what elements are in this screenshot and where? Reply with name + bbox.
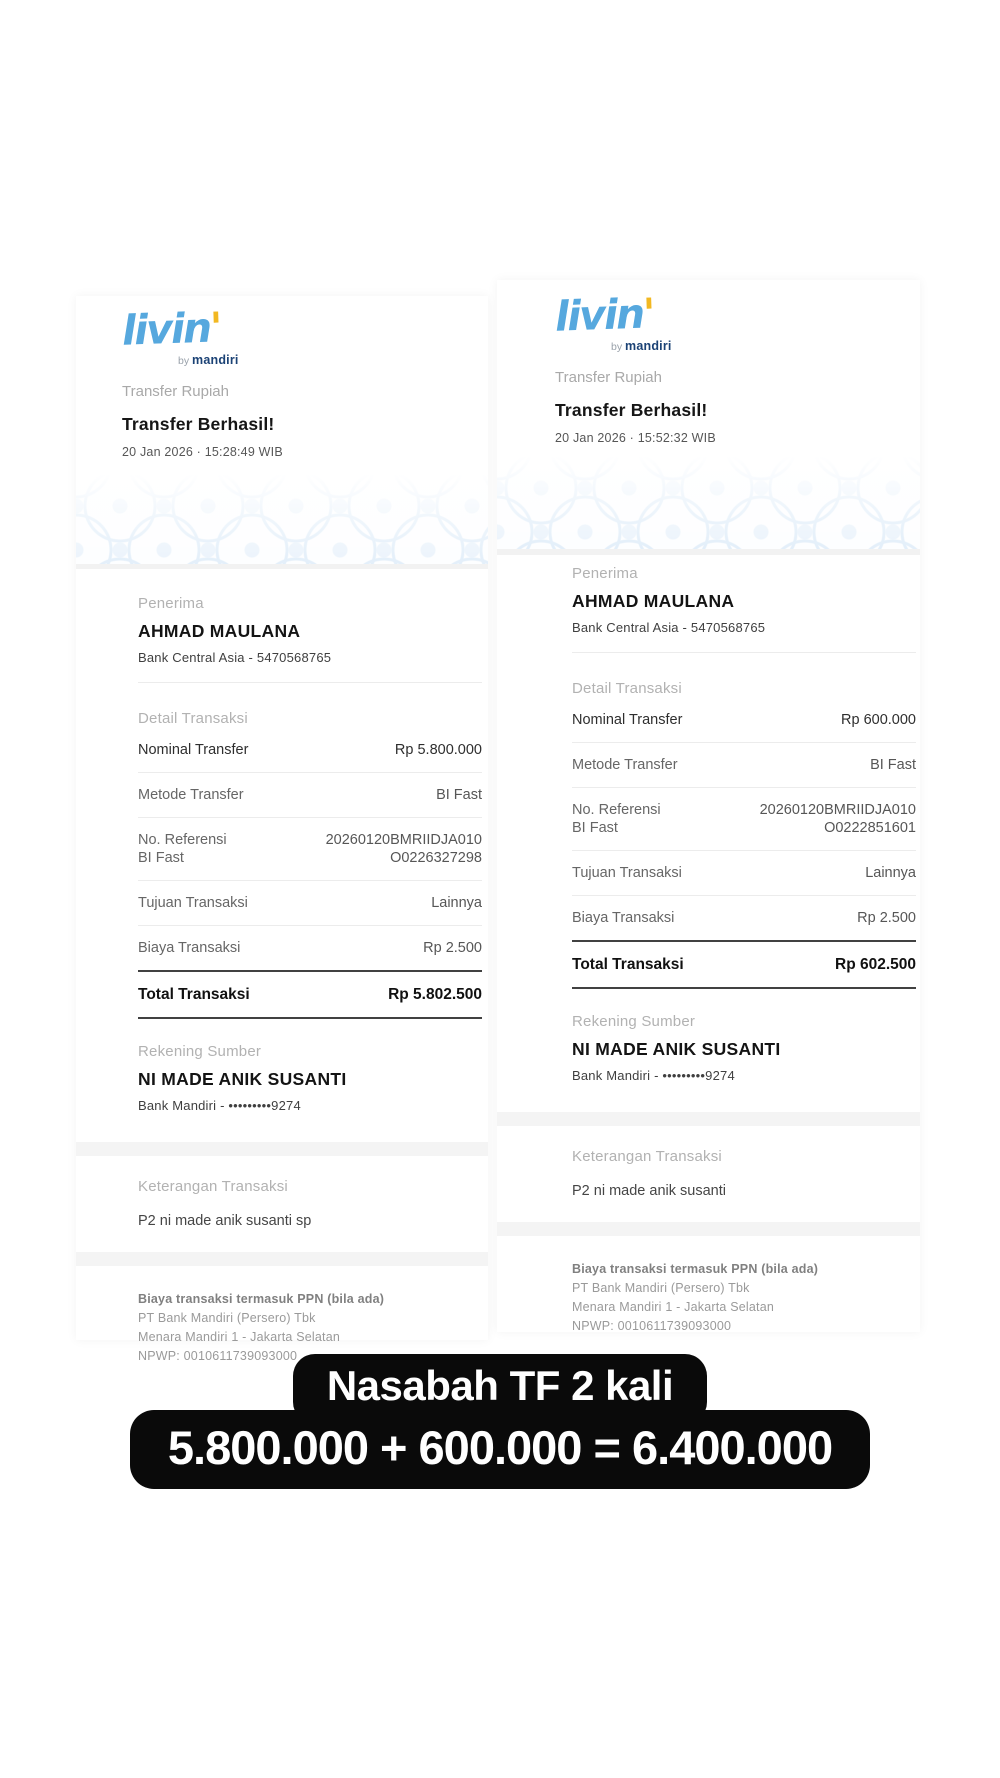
detail-section bbox=[76, 683, 488, 1019]
caption-line-1: Nasabah TF 2 kali bbox=[293, 1354, 707, 1424]
row-value bbox=[760, 801, 916, 837]
total-value: Rp 602.500 bbox=[835, 956, 916, 973]
row-value: Rp 5.800.000 bbox=[394, 742, 482, 758]
detail-row-reference bbox=[138, 818, 482, 880]
source-label: Rekening Sumber bbox=[572, 1013, 696, 1030]
batik-pattern bbox=[76, 474, 488, 564]
row-label-line2: BI Fast bbox=[572, 820, 618, 836]
recipient-name: AHMAD MAULANA bbox=[138, 621, 301, 641]
receipt-title: Transfer Berhasil! bbox=[555, 400, 708, 420]
row-value-line2: O0222851601 bbox=[824, 820, 916, 836]
source-label: Rekening Sumber bbox=[138, 1043, 262, 1060]
row-label: Biaya Transaksi bbox=[138, 940, 241, 956]
detail-row bbox=[572, 851, 916, 895]
recipient-label: Penerima bbox=[138, 595, 204, 612]
recipient-name: AHMAD MAULANA bbox=[572, 591, 735, 611]
recipient-section bbox=[76, 569, 488, 683]
logo-brand-word: mandiri bbox=[625, 339, 672, 353]
section-band bbox=[76, 1252, 488, 1266]
recipient-label: Penerima bbox=[572, 565, 638, 582]
livin-logo bbox=[121, 303, 480, 367]
recipient-section bbox=[497, 555, 920, 653]
row-label: Tujuan Transaksi bbox=[572, 865, 682, 881]
row-label bbox=[138, 831, 227, 867]
receipt-datetime: 20 Jan 2026 · 15:52:32 WIB bbox=[555, 431, 716, 445]
detail-row bbox=[138, 881, 482, 925]
footer-line: NPWP: 0010611739093000 bbox=[138, 1349, 298, 1363]
row-label: Tujuan Transaksi bbox=[138, 895, 248, 911]
recipient-bank: Bank Central Asia - 5470568765 bbox=[138, 650, 332, 665]
receipt-left bbox=[76, 296, 488, 1363]
footer-line: PT Bank Mandiri (Persero) Tbk bbox=[572, 1281, 750, 1295]
logo-apostrophe-icon: ' bbox=[209, 303, 222, 352]
logo-byline bbox=[611, 339, 912, 353]
receipt-header bbox=[497, 280, 920, 446]
row-label: Metode Transfer bbox=[138, 787, 244, 803]
receipt-datetime: 20 Jan 2026 · 15:28:49 WIB bbox=[122, 445, 283, 459]
total-row bbox=[138, 970, 482, 1019]
row-label-line1: No. Referensi bbox=[572, 802, 661, 818]
row-label bbox=[572, 801, 661, 837]
row-value: Lainnya bbox=[865, 865, 916, 881]
detail-row-reference bbox=[572, 788, 916, 850]
logo-by-word: by bbox=[178, 355, 190, 367]
footer-line: Menara Mandiri 1 - Jakarta Selatan bbox=[138, 1330, 341, 1344]
total-value: Rp 5.802.500 bbox=[388, 986, 482, 1003]
detail-row bbox=[138, 926, 482, 970]
logo-apostrophe-icon: ' bbox=[642, 289, 655, 338]
detail-row bbox=[138, 728, 482, 772]
total-label: Total Transaksi bbox=[138, 986, 250, 1003]
logo-word: livin bbox=[554, 289, 644, 341]
detail-section bbox=[497, 653, 920, 989]
caption-line-2: 5.800.000 + 600.000 = 6.400.000 bbox=[130, 1410, 870, 1489]
footer-line: Biaya transaksi termasuk PPN (bila ada) bbox=[572, 1262, 819, 1276]
row-value-line1: 20260120BMRIIDJA010 bbox=[325, 832, 482, 848]
footer-line: Menara Mandiri 1 - Jakarta Selatan bbox=[572, 1300, 775, 1314]
row-value bbox=[326, 831, 482, 867]
detail-row bbox=[572, 698, 916, 742]
row-value-line2: O0226327298 bbox=[390, 850, 482, 866]
source-section bbox=[497, 989, 920, 1084]
section-band bbox=[497, 1222, 920, 1236]
source-bank: Bank Mandiri - •••••••••9274 bbox=[572, 1068, 735, 1083]
receipt-subtitle: Transfer Rupiah bbox=[555, 369, 662, 386]
row-label: Nominal Transfer bbox=[138, 742, 249, 758]
note-label: Keterangan Transaksi bbox=[138, 1178, 288, 1195]
source-name: NI MADE ANIK SUSANTI bbox=[572, 1039, 781, 1059]
batik-pattern bbox=[497, 456, 920, 549]
recipient-bank: Bank Central Asia - 5470568765 bbox=[572, 620, 766, 635]
total-row bbox=[572, 940, 916, 989]
receipt-title: Transfer Berhasil! bbox=[122, 414, 275, 434]
receipt-subtitle: Transfer Rupiah bbox=[122, 383, 229, 400]
row-value: Rp 600.000 bbox=[841, 712, 916, 728]
note-section bbox=[497, 1126, 920, 1200]
note-label: Keterangan Transaksi bbox=[572, 1148, 722, 1165]
row-label-line2: BI Fast bbox=[138, 850, 184, 866]
row-value-line1: 20260120BMRIIDJA010 bbox=[759, 802, 916, 818]
source-name: NI MADE ANIK SUSANTI bbox=[138, 1069, 347, 1089]
row-value: BI Fast bbox=[436, 787, 482, 803]
note-text: P2 ni made anik susanti sp bbox=[138, 1213, 312, 1229]
row-label: Metode Transfer bbox=[572, 757, 678, 773]
row-value: Rp 2.500 bbox=[857, 910, 916, 926]
detail-label: Detail Transaksi bbox=[572, 680, 682, 697]
livin-logo-script bbox=[121, 304, 221, 353]
receipt-header bbox=[76, 296, 488, 460]
footer-line: Biaya transaksi termasuk PPN (bila ada) bbox=[138, 1292, 385, 1306]
row-value: Lainnya bbox=[431, 895, 482, 911]
livin-logo bbox=[554, 289, 912, 353]
row-value: Rp 2.500 bbox=[423, 940, 482, 956]
logo-byline bbox=[178, 353, 480, 367]
logo-by-word: by bbox=[611, 341, 623, 353]
source-bank: Bank Mandiri - •••••••••9274 bbox=[138, 1098, 301, 1113]
livin-logo-script bbox=[554, 290, 654, 339]
footer-line: PT Bank Mandiri (Persero) Tbk bbox=[138, 1311, 316, 1325]
detail-label: Detail Transaksi bbox=[138, 710, 248, 727]
detail-row bbox=[572, 743, 916, 787]
section-band bbox=[497, 1112, 920, 1126]
footer-line: NPWP: 0010611739093000 bbox=[572, 1319, 732, 1333]
section-band bbox=[76, 1142, 488, 1156]
note-section bbox=[76, 1156, 488, 1230]
row-label: Nominal Transfer bbox=[572, 712, 683, 728]
story-caption bbox=[0, 1354, 1000, 1489]
footer-disclaimer bbox=[497, 1236, 920, 1356]
detail-row bbox=[138, 773, 482, 817]
row-label-line1: No. Referensi bbox=[138, 832, 227, 848]
source-section bbox=[76, 1019, 488, 1114]
row-value: BI Fast bbox=[870, 757, 916, 773]
receipt-right bbox=[497, 280, 920, 1332]
note-text: P2 ni made anik susanti bbox=[572, 1183, 726, 1199]
logo-brand-word: mandiri bbox=[192, 353, 239, 367]
total-label: Total Transaksi bbox=[572, 956, 684, 973]
logo-word: livin bbox=[121, 303, 211, 355]
detail-row bbox=[572, 896, 916, 940]
row-label: Biaya Transaksi bbox=[572, 910, 675, 926]
